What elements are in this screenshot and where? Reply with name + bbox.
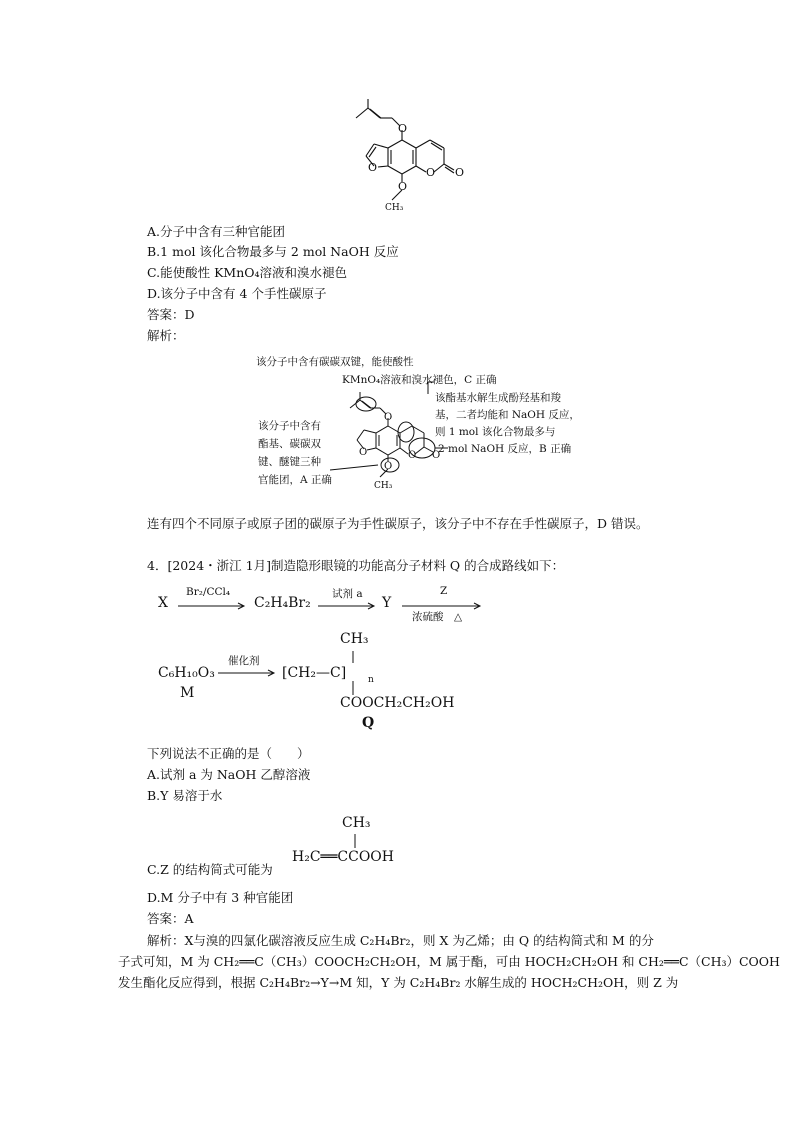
q3-conclusion: 连有四个不同原子或原子团的碳原子为手性碳原子，该分子中不存在手性碳原子，D 错误。 xyxy=(147,516,649,531)
annot-groups-4: 官能团，A 正确 xyxy=(258,474,332,486)
annot-groups-1: 该分子中含有 xyxy=(258,420,321,432)
route-m-label: M xyxy=(180,685,195,701)
polymer-side-chain: COOCH₂CH₂OH xyxy=(340,695,455,711)
q3-option-d: D.该分子中含有 4 个手性碳原子 xyxy=(147,286,327,301)
route-z: Z xyxy=(440,585,448,597)
polymer-n: n xyxy=(368,675,374,685)
route-y: Y xyxy=(382,595,392,611)
structure-o-lactone: O xyxy=(426,166,436,179)
option-c-formula: H₂C══CCOOH xyxy=(292,849,394,865)
annot-o-carbonyl: O xyxy=(432,450,441,461)
annot-ch3: CH₃ xyxy=(374,481,393,491)
route-x: X xyxy=(158,595,168,611)
route-conc-h2so4: 浓硫酸 △ xyxy=(412,611,463,623)
polymer-chain: [CH₂—C] xyxy=(282,665,347,681)
route-c2h4br2: C₂H₄Br₂ xyxy=(254,595,311,611)
route-arrow-4 xyxy=(218,668,280,678)
route-q-label: Q xyxy=(362,715,375,731)
annot-double-bond-2: KMnO₄溶液和溴水褪色，C 正确 xyxy=(342,374,497,386)
route-arrow-2 xyxy=(318,601,380,611)
route-reagent-a: 试剂 a xyxy=(332,588,363,600)
annot-groups-3: 键、醚键三种 xyxy=(258,456,321,468)
structure-o-carbonyl: O xyxy=(455,166,465,179)
annot-o-ether: O xyxy=(384,412,393,423)
structure-o-furan: O xyxy=(368,161,378,174)
q4-option-c: C.Z 的结构简式可能为 xyxy=(147,862,273,877)
annot-groups-2: 酯基、碳碳双 xyxy=(258,438,321,450)
q3-analysis-label: 解析： xyxy=(147,328,185,343)
annot-o-lactone: O xyxy=(408,450,417,461)
q4-analysis-line-1: 解析：X与溴的四氯化碳溶液反应生成 C₂H₄Br₂，则 X 为乙烯；由 Q 的结构简式和 M 的分 xyxy=(147,933,654,948)
q4-analysis-line-3: 发生酯化反应得到，根据 C₂H₄Br₂→Y→M 知，Y 为 C₂H₄Br₂ 水解生成的 HOCH₂CH₂OH，则 Z 为 xyxy=(118,975,679,990)
annot-ester-3: 则 1 mol 该化合物最多与 xyxy=(435,426,556,438)
annot-ester-4: 2 mol NaOH 反应，B 正确 xyxy=(438,443,572,455)
structure-ch3: CH₃ xyxy=(385,203,404,213)
q4-option-d: D.M 分子中有 3 种官能团 xyxy=(147,890,294,905)
option-c-ch3: CH₃ xyxy=(342,815,371,831)
annotated-analysis-figure xyxy=(250,352,580,502)
annot-ester-2: 基，二者均能和 NaOH 反应， xyxy=(435,409,580,421)
route-reagent-br2: Br₂/CCl₄ xyxy=(186,586,231,598)
route-arrow-1 xyxy=(178,601,250,611)
route-catalyst: 催化剂 xyxy=(228,655,260,667)
structure-o-methoxy: O xyxy=(398,180,408,193)
route-m-formula: C₆H₁₀O₃ xyxy=(158,665,215,681)
annotated-molecule xyxy=(330,372,450,502)
option-c-bond xyxy=(350,834,360,850)
annot-o-methoxy: O xyxy=(384,461,393,472)
q3-answer: 答案：D xyxy=(147,307,195,322)
annot-ester-1: 该酯基水解生成酚羟基和羧 xyxy=(435,392,561,404)
q4-analysis-line-2: 子式可知，M 为 CH₂══C（CH₃）COOCH₂CH₂OH，M 属于酯，可由 HOCH₂CH₂OH 和 CH₂══C（CH₃）COOH xyxy=(118,954,780,969)
q4-prompt: 下列说法不正确的是（ ） xyxy=(147,746,310,761)
q4-stem: 4．[2024・浙江 1月]制造隐形眼镜的功能高分子材料 Q 的合成路线如下： xyxy=(147,558,565,573)
synthesis-route xyxy=(150,585,490,735)
annot-double-bond-1: 该分子中含有碳碳双键，能使酸性 xyxy=(256,356,414,368)
q4-option-b: B.Y 易溶于水 xyxy=(147,788,223,803)
q3-option-a: A.分子中含有三种官能团 xyxy=(147,224,286,239)
q4-option-a: A.试剂 a 为 NaOH 乙醇溶液 xyxy=(147,767,311,782)
annot-o-furan: O xyxy=(359,447,368,458)
molecule-structure-top xyxy=(330,96,480,214)
polymer-ch3: CH₃ xyxy=(340,631,369,647)
q3-option-c: C.能使酸性 KMnO₄溶液和溴水褪色 xyxy=(147,265,348,280)
q3-option-b: B.1 mol 该化合物最多与 2 mol NaOH 反应 xyxy=(147,244,399,259)
structure-o-ether: O xyxy=(398,122,408,135)
q4-answer: 答案：A xyxy=(147,911,194,926)
